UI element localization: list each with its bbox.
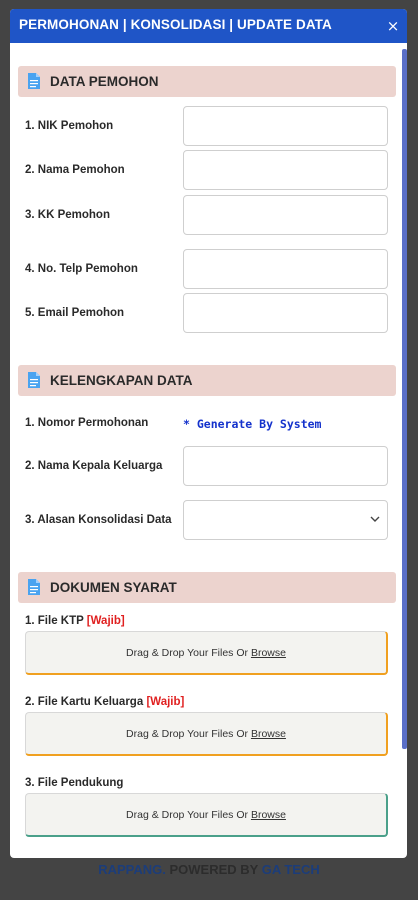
label-nik: 1. NIK Pemohon: [25, 120, 114, 132]
drop-message: [26, 728, 386, 740]
section-title: KELENGKAPAN DATA: [50, 373, 193, 388]
dropzone-kk[interactable]: [25, 712, 388, 756]
modal-title: PERMOHONAN | KONSOLIDASI | UPDATE DATA: [19, 17, 332, 32]
required-badge: [Wajib]: [86, 615, 125, 627]
drop-message: [26, 809, 386, 821]
dropzone-pendukung[interactable]: [25, 793, 388, 837]
drop-text: Drag & Drop Your Files Or: [126, 647, 249, 659]
file-label: 3. File Pendukung: [25, 777, 124, 789]
kepala-keluarga-input[interactable]: [183, 446, 388, 486]
label-file-ktp: [25, 615, 125, 627]
document-icon: [27, 72, 41, 90]
generate-note: * Generate By System: [183, 417, 322, 431]
drop-text: Drag & Drop Your Files Or: [126, 728, 249, 740]
browse-link[interactable]: Browse: [250, 809, 286, 821]
nik-input[interactable]: [183, 106, 388, 146]
file-label: 2. File Kartu Keluarga: [25, 696, 144, 708]
kk-input[interactable]: [183, 195, 388, 235]
close-icon[interactable]: ×: [386, 17, 400, 35]
drop-text: Drag & Drop Your Files Or: [126, 809, 249, 821]
section-header-data-pemohon: [18, 66, 396, 97]
dropzone-ktp[interactable]: [25, 631, 388, 675]
required-badge: [Wajib]: [146, 696, 185, 708]
chevron-down-icon: [369, 513, 381, 525]
label-kepala-keluarga: 2. Nama Kepala Keluarga: [25, 460, 163, 472]
drop-message: [26, 647, 386, 659]
label-nama: 2. Nama Pemohon: [25, 164, 125, 176]
label-file-pendukung: [25, 777, 123, 789]
section-header-dokumen: [18, 572, 396, 603]
modal-dialog: [10, 9, 407, 858]
section-title: DOKUMEN SYARAT: [50, 580, 177, 595]
modal-header: [10, 9, 407, 43]
email-input[interactable]: [183, 293, 388, 333]
footer-company: GA TECH: [261, 862, 320, 877]
browse-link[interactable]: Browse: [250, 728, 286, 740]
browse-link[interactable]: Browse: [250, 647, 286, 659]
nama-input[interactable]: [183, 150, 388, 190]
footer-brand: RAPPANG.: [98, 862, 166, 877]
label-email: 5. Email Pemohon: [25, 307, 125, 319]
label-kk: 3. KK Pemohon: [25, 209, 110, 221]
label-telp: 4. No. Telp Pemohon: [25, 263, 138, 275]
label-file-kk: [25, 696, 184, 708]
alasan-select[interactable]: [183, 500, 388, 540]
label-nomor-permohonan: 1. Nomor Permohonan: [25, 417, 149, 429]
footer-powered: POWERED BY: [169, 862, 259, 877]
label-alasan: 3. Alasan Konsolidasi Data: [25, 514, 172, 526]
section-header-kelengkapan: [18, 365, 396, 396]
section-title: DATA PEMOHON: [50, 74, 159, 89]
scrollbar[interactable]: [402, 49, 407, 749]
telp-input[interactable]: [183, 249, 388, 289]
document-icon: [27, 371, 41, 389]
file-label: 1. File KTP: [25, 615, 84, 627]
footer: [0, 862, 418, 877]
document-icon: [27, 578, 41, 596]
